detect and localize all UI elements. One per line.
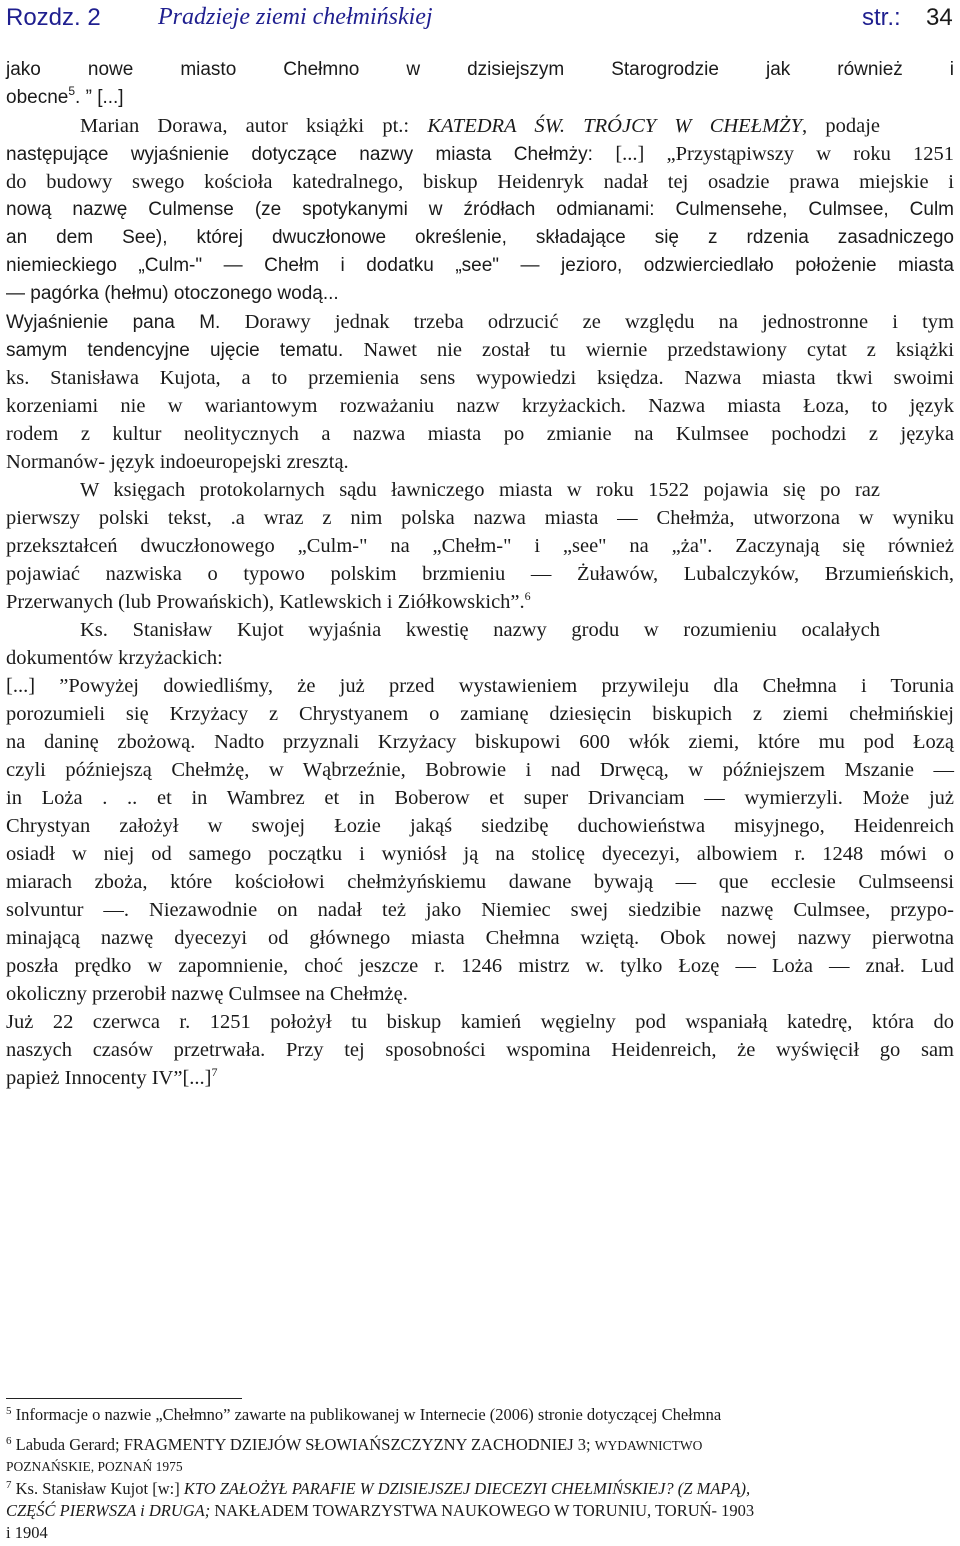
text-line — [6, 224, 954, 252]
footnote-6-cont — [6, 1456, 954, 1478]
text-line — [6, 1064, 954, 1092]
text-line — [6, 532, 954, 560]
text-span: solvuntur —. Niezawodnie on nadał też jako Niemiec swej siedzibie nazwę Culmsee, przypo- — [6, 899, 954, 921]
text-span: pierwszy polski tekst, .a wraz z nim polska nazwa miasta — Chełmża, utworzona w wyniku — [6, 507, 954, 529]
page-label: str.: — [862, 4, 901, 31]
text-line — [6, 1036, 954, 1064]
text-span: [...] „Przystąpiwszy w roku 1251 — [615, 143, 955, 165]
text-line — [6, 56, 954, 84]
text-span: Nawet nie został tu wiernie przedstawiony cytat z książki — [363, 339, 954, 361]
text-span: [...] ”Powyżej dowiedliśmy, że już przed wystawieniem przywileju dla Chełmna i Torunia — [6, 675, 954, 697]
text-line — [6, 1008, 954, 1036]
book-title: KATEDRA ŚW. TRÓJCY W CHEŁMŻY — [427, 115, 802, 137]
text-span: ks. Stanisława Kujota, a to przemienia sens wypowiedzi księdza. Nazwa miasta tkwi swoimi — [6, 367, 954, 389]
text-line — [6, 616, 880, 644]
text-line — [6, 756, 954, 784]
text-line — [6, 588, 954, 616]
chapter-label: Rozdz. 2 — [6, 4, 101, 31]
text-line — [6, 168, 954, 196]
text-span: Chrystyan założył w swojej Łozie jakąś siedzibę duchowieństwa misyjnego, Heidenreich — [6, 815, 954, 837]
text-line — [6, 280, 954, 308]
text-span: rodem z kultur neolitycznych a nazwa miasta po zmianie na Kulmsee pochodzi z języka — [6, 423, 954, 445]
footnote-ref: 6 — [524, 589, 531, 603]
text-span: Normanów- język indoeuropejski zresztą. — [6, 451, 349, 473]
footnote-ref: 7 — [211, 1065, 218, 1079]
chapter-title: Pradzieje ziemi chełmińskiej — [158, 4, 433, 30]
footnote-7 — [6, 1478, 954, 1500]
text-span: . ” [...] — [75, 87, 124, 108]
text-span: W księgach protokolarnych sądu ławniczego miasta w roku 1522 pojawia się po raz — [80, 479, 880, 501]
text-line — [6, 784, 954, 812]
page-header — [6, 4, 954, 38]
text-line — [6, 196, 954, 224]
text-line — [6, 336, 954, 365]
text-span: następujące wyjaśnienie dotyczące nazwy miasta Chełmży: — [6, 144, 616, 165]
text-line — [6, 364, 954, 392]
text-line — [6, 952, 954, 980]
text-span: Już 22 czerwca r. 1251 położył tu biskup kamień węgielny pod wspaniałą katedrę, która do — [6, 1011, 954, 1033]
text-span: — pagórka (hełmu) otoczonego wodą... — [6, 283, 339, 304]
text-line — [6, 700, 954, 728]
footnote-text: Ks. Stanisław Kujot [w:] — [11, 1479, 184, 1498]
text-line — [6, 980, 954, 1008]
text-span: na daninę zbożową. Nadto przyznali Krzyżacy biskupowi 600 włók ziemi, które mu pod Łozą — [6, 731, 954, 753]
footnote-6 — [6, 1434, 954, 1457]
footnote-number: 7 — [6, 1479, 12, 1491]
footnote-separator — [6, 1398, 242, 1399]
text-span: przekształceń dwuczłonowego „Culm-" na „Chełm-" i „see" na „ża". Zaczynają się również — [6, 535, 954, 557]
text-span: osiadł w niej od samego początku i wyniósł ją na stolicę dyecezyi, albowiem r. 1248 mówi o — [6, 843, 954, 865]
footnote-number: 5 — [6, 1405, 12, 1417]
footnote-text: NAKŁADEM TOWARZYSTWA NAUKOWEGO W TORUNIU, TORUŃ- 1903 — [210, 1501, 755, 1520]
text-line — [6, 868, 954, 896]
footnote-text: Informacje o nazwie „Chełmno” zawarte na publikowanej w Internecie (2006) stronie dotyczącej Chełmna — [11, 1405, 722, 1424]
text-span: pojawiać nazwiska o typowo polskim brzmieniu — Żuławów, Lubalczyków, Brzumieńskich, — [6, 563, 954, 585]
footnote-text: Labuda Gerard; FRAGMENTY DZIEJÓW SŁOWIAŃSZCZYZNY ZACHODNIEJ 3; — [11, 1435, 595, 1454]
text-span: , podaje — [801, 115, 880, 137]
text-line — [6, 728, 954, 756]
text-span: nową nazwę Culmense (ze spotykanymi w źródłach odmianami: Culmensehe, Culmsee, Culm — [6, 199, 954, 220]
text-span: Ks. Stanisław Kujot wyjaśnia kwestię nazwy grodu w rozumieniu ocalałych — [80, 619, 880, 641]
text-span: Dorawy jednak trzeba odrzucić ze względu na jednostronne i tym — [244, 311, 954, 333]
text-line — [6, 644, 954, 672]
text-span: Przerwanych (lub Prowańskich), Katlewskich i Ziółkowskich”. — [6, 591, 525, 613]
text-span: an dem See), której dwuczłonowe określenie, składające się z rdzenia zasadniczego — [6, 227, 954, 248]
footnote-text: i 1904 — [6, 1523, 48, 1542]
text-span: samym tendencyjne ujęcie tematu. — [6, 340, 364, 361]
text-span: naszych czasów przetrwała. Przy tej sposobności wspomina Heidenreich, że wyświęcił go sam — [6, 1039, 954, 1061]
text-line — [6, 476, 880, 504]
text-span: obecne — [6, 87, 69, 108]
text-line — [6, 112, 880, 140]
text-span: niemieckiego „Culm-" — Chełm i dodatku „see" — jezioro, odzwierciedlało położenie miasta — [6, 255, 954, 276]
footnote-number: 6 — [6, 1435, 12, 1447]
text-line — [6, 840, 954, 868]
text-span: dokumentów krzyżackich: — [6, 647, 223, 669]
text-span: poszła prędko w zapomnienie, choć jeszcze r. 1246 mistrz w. tylko Łozę — Loża — znał. Lud — [6, 955, 954, 977]
text-span: okoliczny przerobił nazwę Culmsee na Chełmżę. — [6, 983, 408, 1005]
text-line — [6, 504, 954, 532]
footnote-text: WYDAWNICTWO — [594, 1438, 703, 1453]
footnote-ref: 5 — [68, 84, 76, 98]
text-span: jako nowe miasto Chełmno w dzisiejszym Starogrodzie jak również i — [6, 59, 954, 80]
text-line — [6, 252, 954, 280]
text-span: korzeniami nie w wariantowym rozważaniu nazw krzyżackich. Nazwa miasta Łoza, to język — [6, 395, 954, 417]
footnote-5 — [6, 1404, 954, 1426]
text-line — [6, 812, 954, 840]
text-span — [80, 112, 880, 140]
text-span: papież Innocenty IV”[...] — [6, 1067, 212, 1089]
text-line — [6, 448, 954, 476]
footnote-title: CZĘŚĆ PIERWSZA i DRUGA; — [6, 1501, 211, 1520]
text-span: Marian Dorawa, autor książki pt.: — [80, 115, 428, 137]
text-line — [6, 924, 954, 952]
footnote-text: POZNAŃSKIE, POZNAŃ 1975 — [6, 1459, 183, 1474]
text-line — [6, 392, 954, 420]
text-span: minającą nazwę dyecezyi od głównego miasta Chełmna wziętą. Obok nowej nazwy pierwotna — [6, 927, 954, 949]
text-span: in Loża . .. et in Wambrez et in Boberow et super Drivanciam — wymierzyli. Może już — [6, 787, 954, 809]
text-span: Wyjaśnienie pana M. — [6, 312, 245, 333]
footnote-7-cont2 — [6, 1522, 954, 1544]
text-line — [6, 308, 954, 337]
text-span: do budowy swego kościoła katedralnego, biskup Heidenryk nadał tej osadzie prawa miejskie i — [6, 171, 954, 193]
text-line — [6, 420, 954, 448]
text-span: czyli późniejszą Chełmżę, w Wąbrzeźnie, Bobrowie i nad Drwęcą, w późniejszem Mszanie — — [6, 759, 954, 781]
text-line — [6, 672, 954, 700]
text-line — [6, 84, 954, 112]
text-line — [6, 896, 954, 924]
footnote-7-cont — [6, 1500, 954, 1522]
text-line — [6, 140, 954, 169]
text-span: miarach zboża, które kościołowi chełmżyńskiemu dawane bywają — que ecclesie Culmseensi — [6, 871, 954, 893]
footnote-title: KTO ZAŁOŻYŁ PARAFIE W DZISIEJSZEJ DIECEZYI CHEŁMIŃSKIEJ? (Z MAPĄ), — [183, 1479, 751, 1498]
text-line — [6, 560, 954, 588]
page-number: 34 — [926, 4, 953, 31]
text-span: porozumieli się Krzyżacy z Chrystyanem o zamianę dziesięcin biskupich z ziemi chełmińskiej — [6, 703, 954, 725]
